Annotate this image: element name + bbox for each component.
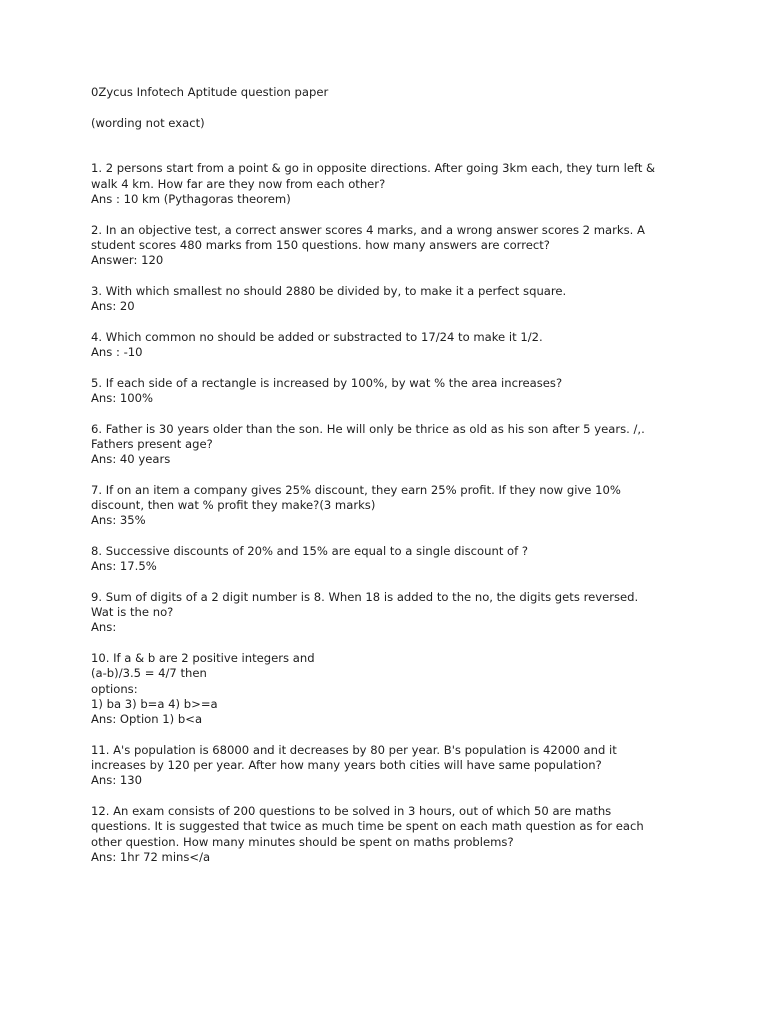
question-block — [91, 161, 751, 207]
question-line: 4. Which common no should be added or substracted to 17/24 to make it 1/2. — [91, 329, 543, 344]
answer-line: Ans: Option 1) b<a — [91, 712, 203, 727]
question-line: questions. It is suggested that twice as much time be spent on each math question as for each — [91, 819, 644, 834]
question-line: 12. An exam consists of 200 questions to be solved in 3 hours, out of which 50 are maths — [91, 803, 612, 818]
question-line: 10. If a & b are 2 positive integers and — [91, 650, 315, 665]
question-line: 3. With which smallest no should 2880 be divided by, to make it a perfect square. — [91, 283, 567, 298]
question-line: 1) ba 3) b=a 4) b>=a — [91, 696, 218, 711]
answer-line: Ans: 35% — [91, 513, 146, 528]
question-line: 8. Successive discounts of 20% and 15% are equal to a single discount of ? — [91, 543, 529, 558]
question-line: options: — [91, 681, 138, 696]
answer-line: Ans: 40 years — [91, 452, 171, 467]
question-block — [91, 422, 751, 468]
answer-line: Answer: 120 — [91, 253, 164, 268]
question-line: 2. In an objective test, a correct answer scores 4 marks, and a wrong answer scores 2 marks. A — [91, 222, 645, 237]
answer-line: Ans: 1hr 72 mins</a — [91, 849, 211, 864]
answer-line: Ans: 100% — [91, 390, 154, 405]
question-line: Fathers present age? — [91, 436, 213, 451]
question-line: Wat is the no? — [91, 605, 174, 620]
question-block — [91, 330, 751, 361]
question-block — [91, 483, 751, 529]
document-page — [91, 85, 751, 880]
question-line: 11. A's population is 68000 and it decreases by 80 per year. B's population is 42000 and it — [91, 742, 617, 757]
answer-line: Ans: 130 — [91, 773, 143, 788]
question-line: (a-b)/3.5 = 4/7 then — [91, 666, 207, 681]
question-line: 7. If on an item a company gives 25% discount, they earn 25% profit. If they now give 10% — [91, 482, 621, 497]
document-title: 0Zycus Infotech Aptitude question paper — [91, 85, 329, 99]
question-block — [91, 743, 751, 789]
question-line: walk 4 km. How far are they now from each other? — [91, 176, 386, 191]
question-block — [91, 590, 751, 636]
question-list — [91, 161, 751, 865]
question-block — [91, 223, 751, 269]
answer-line: Ans: — [91, 620, 117, 635]
question-line: increases by 120 per year. After how many years both cities will have same population? — [91, 758, 602, 773]
question-block — [91, 284, 751, 315]
document-subtitle: (wording not exact) — [91, 115, 205, 130]
question-line: 9. Sum of digits of a 2 digit number is 8. When 18 is added to the no, the digits gets reversed. — [91, 589, 639, 604]
question-line: other question. How many minutes should be spent on maths problems? — [91, 834, 514, 849]
question-line: discount, then wat % profit they make?(3 marks) — [91, 498, 376, 513]
answer-line: Ans : -10 — [91, 345, 143, 360]
question-line: student scores 480 marks from 150 questions. how many answers are correct? — [91, 237, 550, 252]
question-line: 5. If each side of a rectangle is increased by 100%, by wat % the area increases? — [91, 375, 563, 390]
question-block — [91, 651, 751, 727]
question-line: 6. Father is 30 years older than the son. He will only be thrice as old as his son after 5 years. /,. — [91, 421, 645, 436]
answer-line: Ans: 20 — [91, 299, 135, 314]
question-line: 1. 2 persons start from a point & go in opposite directions. After going 3km each, they turn left & — [91, 161, 656, 176]
answer-line: Ans: 17.5% — [91, 559, 157, 574]
question-block — [91, 376, 751, 407]
question-block — [91, 804, 751, 865]
question-block — [91, 544, 751, 575]
answer-line: Ans : 10 km (Pythagoras theorem) — [91, 192, 291, 207]
